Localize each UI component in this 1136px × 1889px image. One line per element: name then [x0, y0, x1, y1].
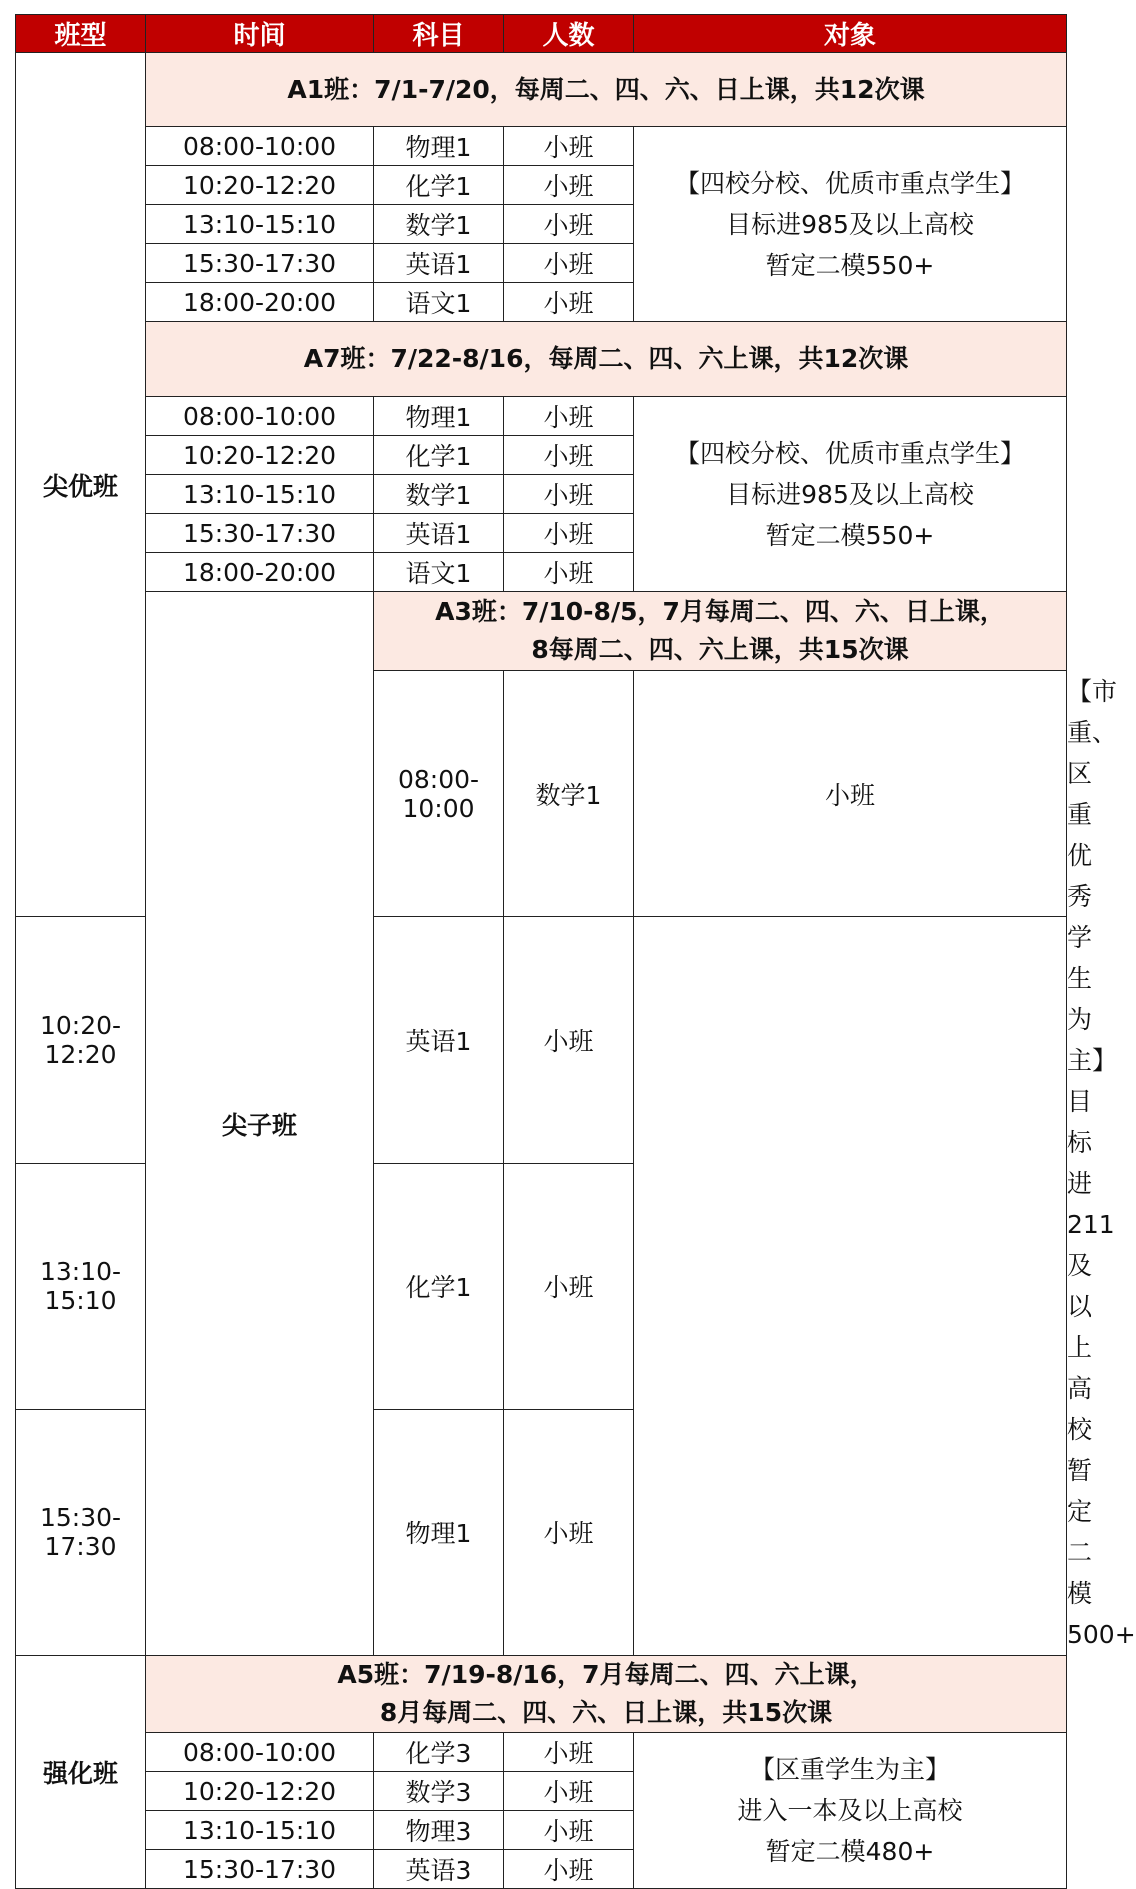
time-cell: 18:00-20:00 [146, 283, 374, 322]
size-cell: 小班 [504, 917, 634, 1163]
size-cell: 小班 [504, 436, 634, 475]
a1-banner-row [16, 53, 1067, 127]
time-cell: 15:30-17:30 [16, 1409, 146, 1655]
subject-cell: 数学1 [374, 475, 504, 514]
subject-cell: 语文1 [374, 283, 504, 322]
size-cell: 小班 [504, 244, 634, 283]
time-cell: 18:00-20:00 [146, 553, 374, 592]
subject-cell: 语文1 [374, 553, 504, 592]
a3-banner [374, 592, 1067, 671]
time-cell: 10:20-12:20 [146, 1772, 374, 1811]
subject-cell: 英语1 [374, 917, 504, 1163]
target-line: 目标进985及以上高校 [726, 479, 974, 509]
size-cell: 小班 [504, 127, 634, 166]
size-cell: 小班 [504, 553, 634, 592]
subject-cell: 数学3 [374, 1772, 504, 1811]
target-line: 暂定二模480+ [765, 1837, 935, 1866]
target-line: 【区重学生为主】 [749, 1755, 950, 1784]
time-cell: 13:10-15:10 [146, 205, 374, 244]
size-cell: 小班 [504, 166, 634, 205]
time-cell: 13:10-15:10 [146, 1811, 374, 1850]
target-line: 目标进985及以上高校 [726, 209, 974, 239]
header-class-type: 班型 [16, 15, 146, 53]
a5-banner [146, 1656, 1067, 1733]
subject-cell: 物理1 [374, 397, 504, 436]
time-cell: 10:20-12:20 [146, 436, 374, 475]
size-cell: 小班 [504, 205, 634, 244]
target-line: 暂定二模550+ [765, 520, 935, 550]
header-target: 对象 [634, 15, 1067, 53]
a5-banner-row [16, 1656, 1067, 1733]
time-cell: 15:30-17:30 [146, 1850, 374, 1889]
size-cell: 小班 [504, 1811, 634, 1850]
a5-target [634, 1733, 1067, 1889]
schedule-table [15, 14, 1136, 1889]
size-cell: 小班 [504, 283, 634, 322]
banner-line: 8每周二、四、六上课，共15次课 [531, 635, 909, 664]
subject-cell: 物理3 [374, 1811, 504, 1850]
time-cell: 08:00-10:00 [146, 1733, 374, 1772]
a1-banner: A1班：7/1-7/20，每周二、四、六、日上课，共12次课 [146, 53, 1067, 127]
target-line: 进入一本及以上高校 [737, 1796, 963, 1825]
subject-cell: 数学1 [504, 671, 634, 917]
time-cell: 08:00-10:00 [146, 127, 374, 166]
header-size: 人数 [504, 15, 634, 53]
size-cell: 小班 [504, 1850, 634, 1889]
subject-cell: 化学3 [374, 1733, 504, 1772]
header-time: 时间 [146, 15, 374, 53]
a7-target [634, 397, 1067, 592]
time-cell: 08:00-10:00 [374, 671, 504, 917]
subject-cell: 英语1 [374, 244, 504, 283]
time-cell: 10:20-12:20 [146, 166, 374, 205]
class-type-qianghua: 强化班 [16, 1656, 146, 1889]
class-type-jianzi: 尖子班 [146, 592, 374, 1656]
size-cell: 小班 [504, 514, 634, 553]
table-row [16, 127, 1067, 166]
size-cell: 小班 [504, 1409, 634, 1655]
subject-cell: 化学1 [374, 436, 504, 475]
header-row [16, 15, 1067, 53]
size-cell: 小班 [504, 475, 634, 514]
table-row [16, 397, 1067, 436]
subject-cell: 物理1 [374, 1409, 504, 1655]
time-cell: 10:20-12:20 [16, 917, 146, 1163]
subject-cell: 英语1 [374, 514, 504, 553]
size-cell: 小班 [634, 671, 1067, 917]
subject-cell: 数学1 [374, 205, 504, 244]
time-cell: 15:30-17:30 [146, 514, 374, 553]
time-cell: 13:10-15:10 [16, 1163, 146, 1409]
size-cell: 小班 [504, 1733, 634, 1772]
time-cell: 08:00-10:00 [146, 397, 374, 436]
target-line: 【四校分校、优质市重点学生】 [674, 168, 1025, 198]
banner-line: 8月每周二、四、六、日上课，共15次课 [379, 1698, 833, 1727]
subject-cell: 化学1 [374, 1163, 504, 1409]
table-row: 08:00-10:00 数学1 小班 【市重、区重优秀学生为主】 目标进211及以上高校 暂定二模500+ [16, 671, 1067, 917]
header-subject: 科目 [374, 15, 504, 53]
a1-target [634, 127, 1067, 322]
size-cell: 小班 [504, 1772, 634, 1811]
a3-banner-row [16, 592, 1067, 671]
size-cell: 小班 [504, 397, 634, 436]
target-line: 暂定二模550+ [765, 250, 935, 280]
table-row [16, 1733, 1067, 1772]
a7-banner: A7班：7/22-8/16，每周二、四、六上课，共12次课 [146, 322, 1067, 397]
banner-line: A5班：7/19-8/16，7月每周二、四、六上课， [337, 1660, 875, 1689]
subject-cell: 物理1 [374, 127, 504, 166]
a7-banner-row [16, 322, 1067, 397]
time-cell: 15:30-17:30 [146, 244, 374, 283]
time-cell: 13:10-15:10 [146, 475, 374, 514]
banner-line: A3班：7/10-8/5，7月每周二、四、六、日上课， [435, 597, 1005, 626]
subject-cell: 化学1 [374, 166, 504, 205]
size-cell: 小班 [504, 1163, 634, 1409]
subject-cell: 英语3 [374, 1850, 504, 1889]
target-line: 【四校分校、优质市重点学生】 [674, 438, 1025, 468]
class-type-jianyou: 尖优班 [16, 53, 146, 917]
